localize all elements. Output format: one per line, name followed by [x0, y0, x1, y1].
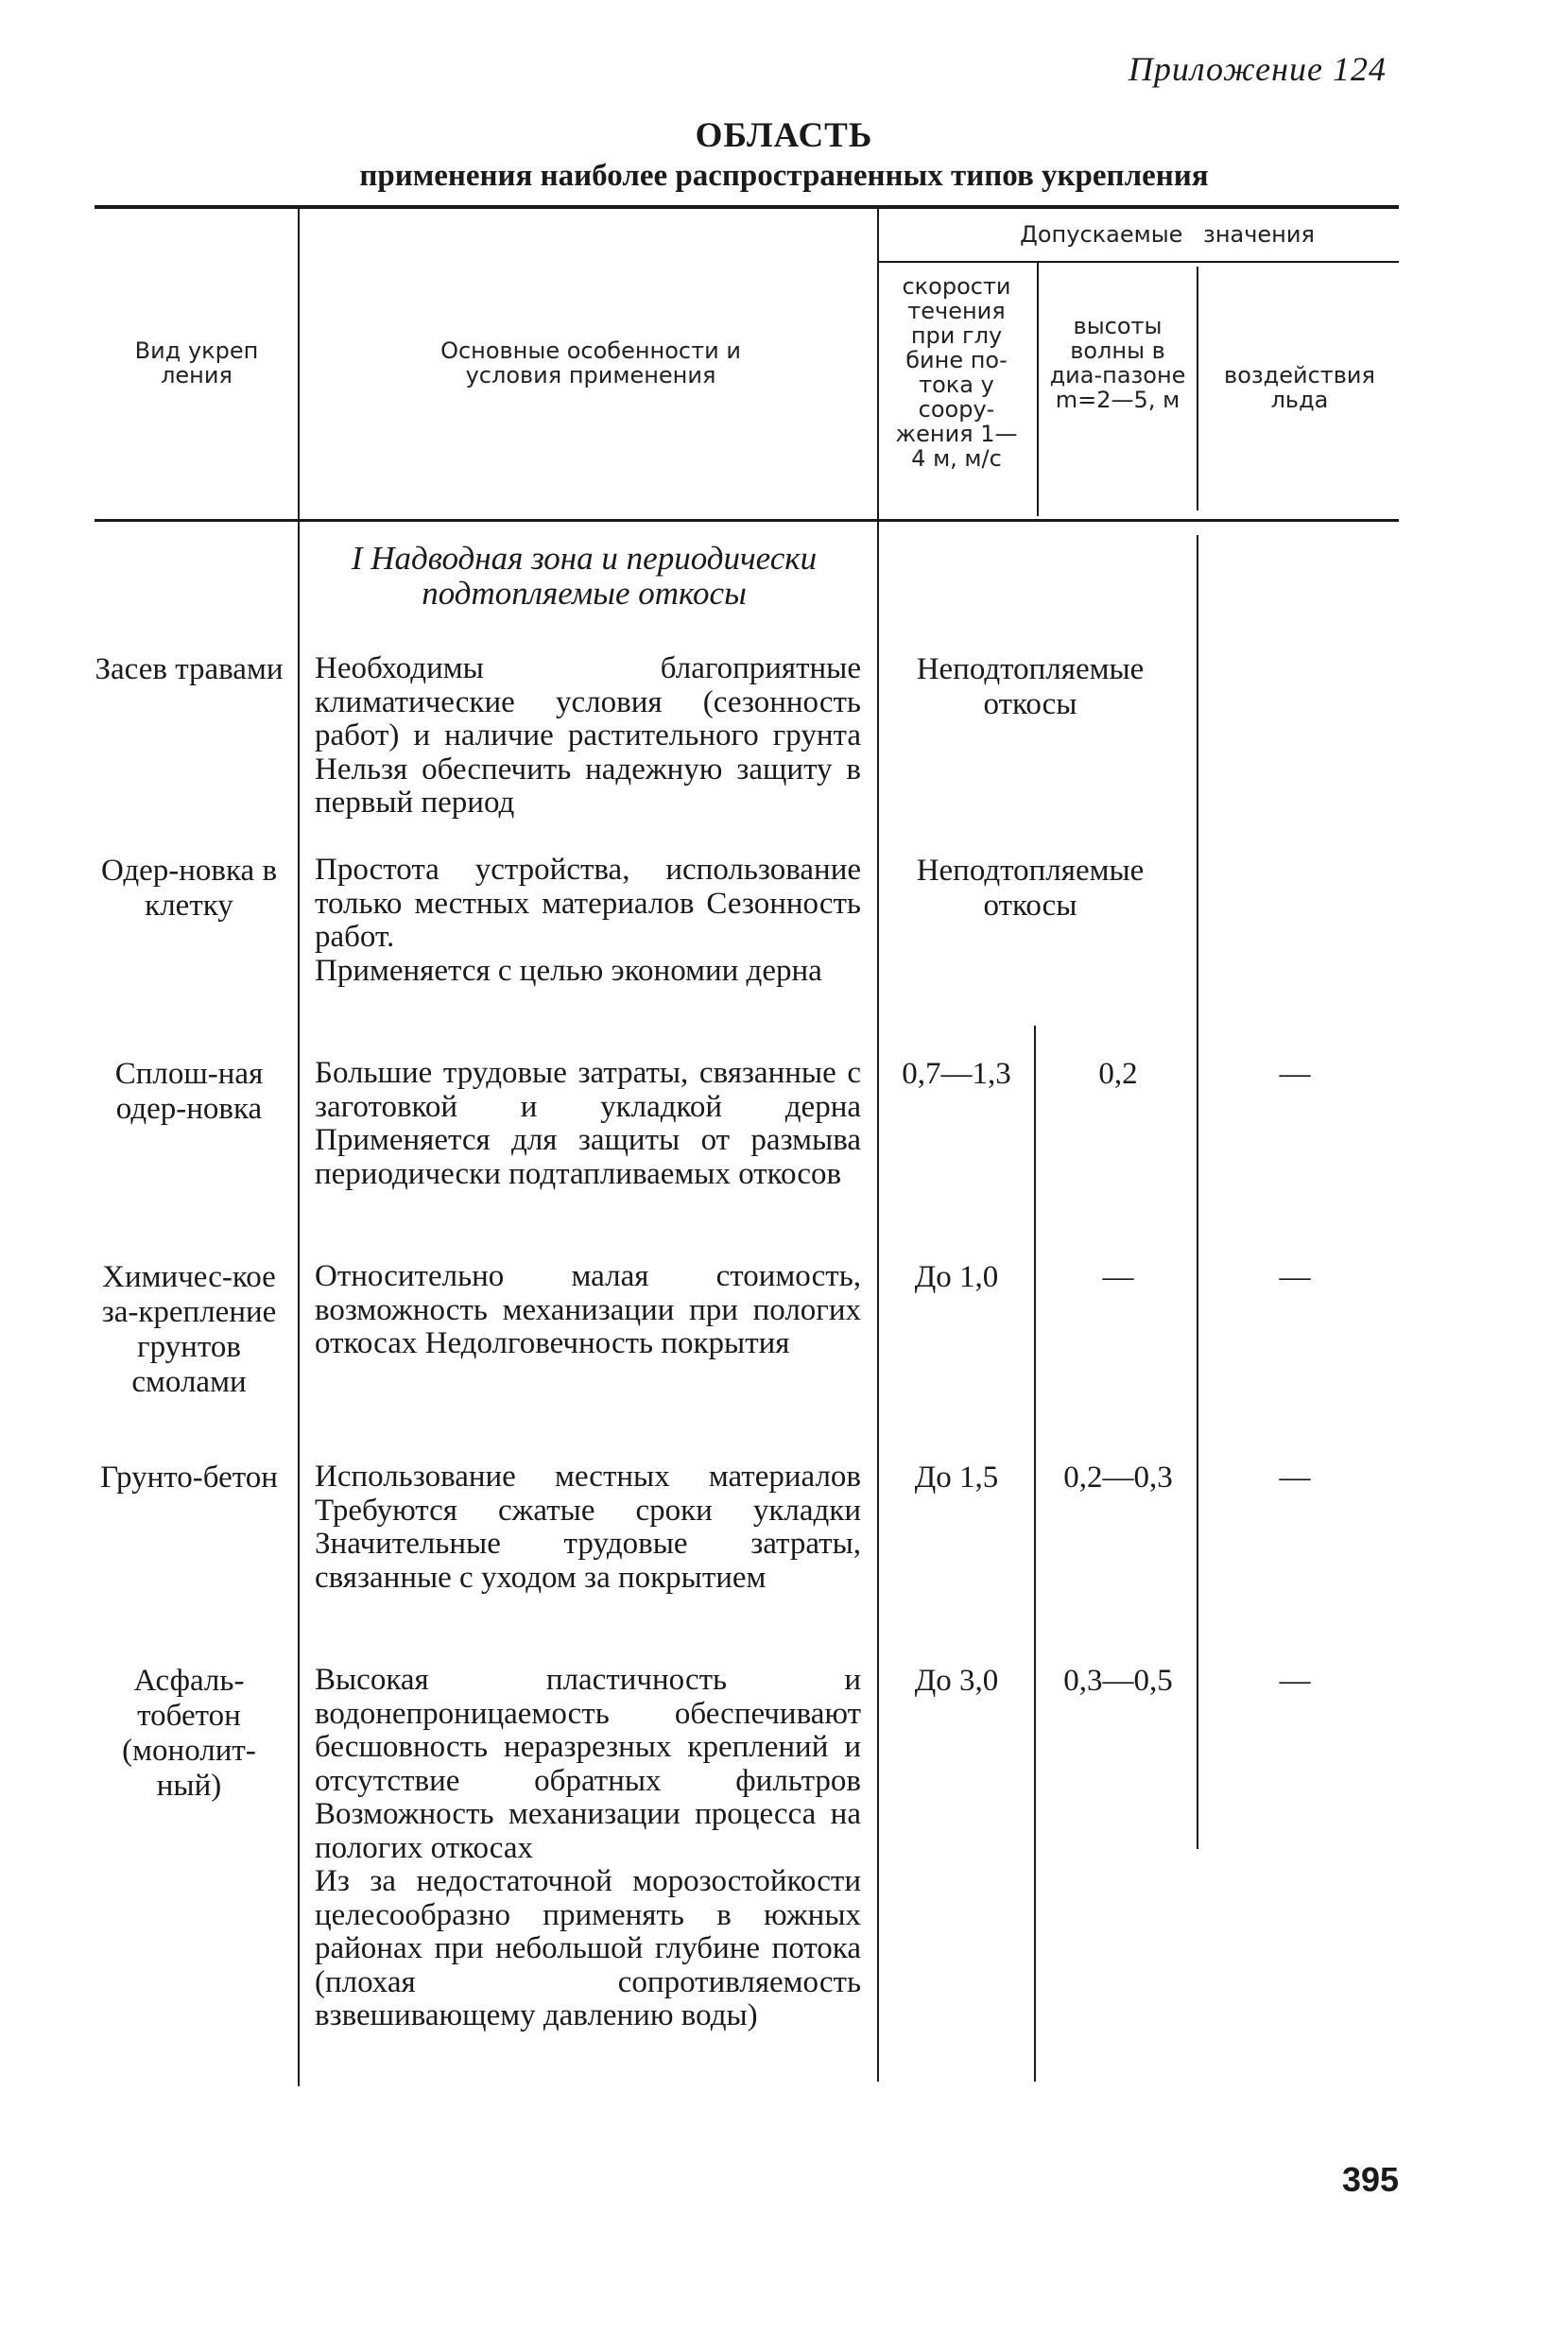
row-5-velocity: До 1,5 — [914, 1461, 999, 1495]
col-divider-1-body — [298, 522, 300, 2086]
row-5-ice: — — [1279, 1461, 1311, 1495]
row-4-features-text: Относительно малая стоимость, возможность механизации при пологих откосах Недолговечность покрытия — [315, 1259, 861, 1360]
row-3-features-text: Большие трудовые затраты, связанные с заготовкой и укладкой дерна Применяется для защиты от размыва периодически подтапливаемых откосов — [315, 1056, 861, 1191]
row-6-ice: — — [1279, 1664, 1311, 1698]
row-3-wave: 0,2 — [1098, 1057, 1138, 1091]
row-2-features — [315, 854, 861, 988]
col-divider-1-header — [298, 209, 300, 519]
col-header-wave: высоты волны в диа-пазоне m=2—5, м — [1049, 313, 1186, 413]
col-divider-2-body — [877, 522, 879, 2082]
row-5-type: Грунто-бетон — [100, 1461, 278, 1495]
row-1-merged-values: Неподтопляемые откосы — [916, 652, 1145, 721]
row-2-type: Одер-новка в клетку — [100, 854, 278, 923]
row-1-type: Засев травами — [95, 652, 284, 686]
col-divider-2-header — [877, 209, 879, 519]
row-3-type: Сплош-ная одер-новка — [114, 1057, 264, 1126]
row-5-wave: 0,2—0,3 — [1063, 1461, 1173, 1495]
row-1-features — [315, 652, 861, 821]
col-header-allowed-values: Допускаемые значения — [1020, 221, 1315, 248]
group-header-rule — [879, 261, 1399, 263]
row-6-type: Асфаль-тобетон (монолит-ный) — [122, 1664, 256, 1803]
row-5-features — [315, 1461, 861, 1595]
table-top-rule — [95, 205, 1399, 209]
row-5-features-text: Использование местных материалов Требуются сжатые сроки укладки Значительные трудовые затраты, связанные с уходом за покрытием — [315, 1460, 861, 1595]
col-header-features: Основные особенности и условия применения — [440, 337, 741, 389]
page-number: 395 — [1342, 2160, 1400, 2199]
appendix-label: Приложение 124 — [1128, 50, 1387, 88]
row-4-velocity: До 1,0 — [914, 1260, 999, 1294]
header-bottom-rule — [95, 519, 1399, 522]
row-6-wave: 0,3—0,5 — [1063, 1664, 1173, 1698]
col-divider-4-header — [1197, 267, 1198, 510]
row-2-features-text-2: Применяется с целью экономии дерна — [315, 953, 822, 988]
col-divider-3-header — [1037, 263, 1039, 516]
row-6-features-text: Высокая пластичность и водонепроницаемость обеспечивают бесшовность неразрезных креплений и отсутствие обратных фильтров Возможность механизации процесса на пологих откосах — [315, 1663, 861, 1865]
col-divider-3-body — [1034, 1026, 1036, 2082]
col-header-ice: воздействия льда — [1224, 362, 1375, 413]
col-header-velocity: скорости течения при глу бине по-тока у соору-жения 1—4 м, м/с — [895, 273, 1018, 472]
row-6-features-text-2: Из за недостаточной морозостойкости целесообразно применять в южных районах при небольшой глубине потока (плохая сопротивляемость взвешивающему давлению воды) — [315, 1864, 861, 2032]
row-4-type: Химичес-кое за-крепление грунтов смолами — [101, 1260, 277, 1399]
row-3-ice: — — [1279, 1057, 1311, 1091]
row-6-features — [315, 1664, 861, 2033]
row-2-merged-values: Неподтопляемые откосы — [916, 854, 1145, 923]
row-3-velocity: 0,7—1,3 — [902, 1057, 1011, 1091]
row-3-features — [315, 1057, 861, 1191]
page-title: ОБЛАСТЬ — [695, 116, 873, 155]
row-6-velocity: До 3,0 — [914, 1664, 999, 1698]
col-header-type: Вид укреп ления — [134, 337, 259, 389]
page-subtitle: применения наиболее распространенных типов укрепления — [359, 159, 1209, 193]
col-divider-4-body — [1197, 535, 1198, 1849]
row-4-features — [315, 1260, 861, 1361]
row-1-features-text: Необходимы благоприятные климатические условия (сезонность работ) и наличие растительного грунта Нельзя обеспечить надежную защиту в первый период — [315, 651, 861, 820]
row-4-wave: — — [1102, 1260, 1134, 1294]
row-2-features-text: Простота устройства, использование только местных материалов Сезонность работ. — [315, 853, 861, 954]
row-4-ice: — — [1279, 1260, 1311, 1294]
zone-title: I Надводная зона и периодически подтопляемые откосы — [351, 540, 818, 612]
